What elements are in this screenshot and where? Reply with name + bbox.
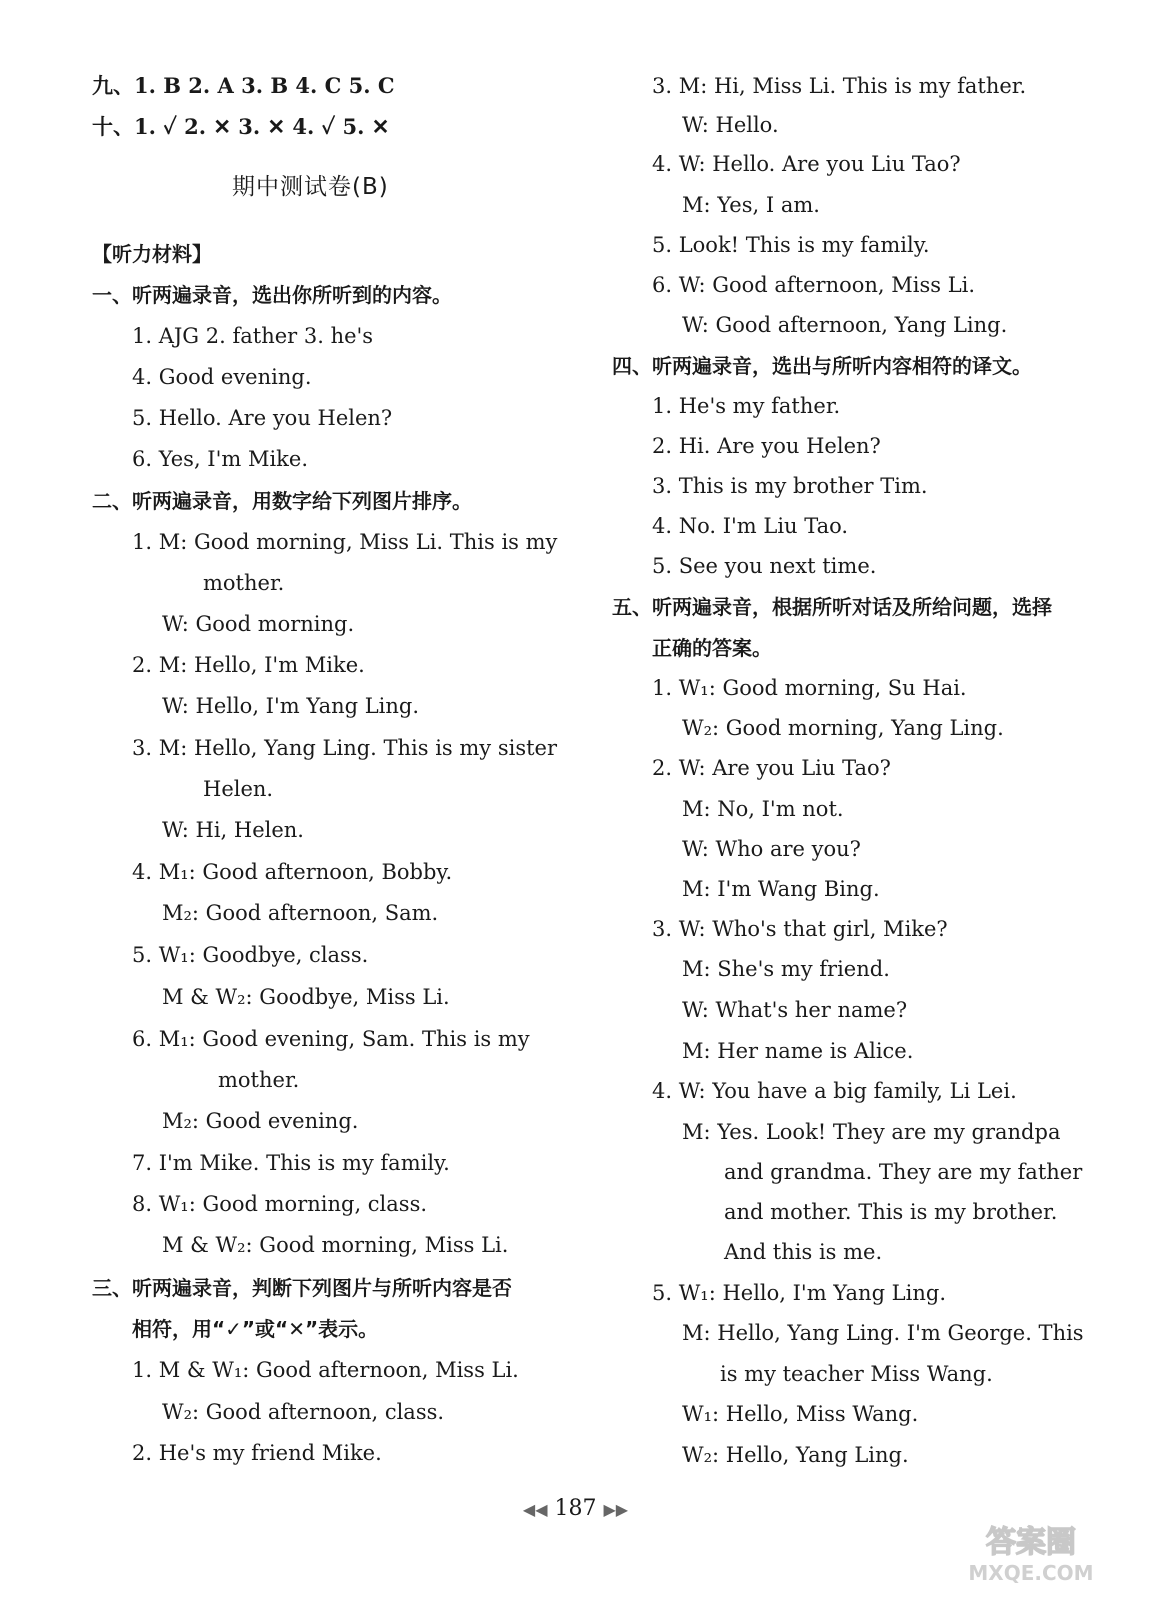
text-line: 1. W₁: Good morning, Su Hai. xyxy=(652,676,967,700)
text-line: 1. M: Good morning, Miss Li. This is my xyxy=(132,530,558,554)
section-heading: 三、听两遍录音，判断下列图片与所听内容是否 xyxy=(92,1276,512,1300)
text-line: and mother. This is my brother. xyxy=(724,1200,1058,1224)
text-line: 3. M: Hi, Miss Li. This is my father. xyxy=(652,74,1027,98)
text-line: M: Yes. Look! They are my grandpa xyxy=(682,1120,1061,1144)
text-line: 5. W₁: Goodbye, class. xyxy=(132,943,369,967)
text-line: 5. See you next time. xyxy=(652,554,877,578)
text-line: M: Her name is Alice. xyxy=(682,1039,914,1063)
text-line: 1. He's my father. xyxy=(652,394,841,418)
text-line: M₂: Good evening. xyxy=(162,1109,359,1133)
text-line: 7. I'm Mike. This is my family. xyxy=(132,1151,450,1175)
text-line: and grandma. They are my father xyxy=(724,1160,1083,1184)
text-line: W: Hello. xyxy=(682,113,779,137)
watermark-url: MXQE.COM xyxy=(968,1561,1094,1585)
text-line: 4. Good evening. xyxy=(132,365,312,389)
text-line: 8. W₁: Good morning, class. xyxy=(132,1192,428,1216)
text-line: 4. W: Hello. Are you Liu Tao? xyxy=(652,152,961,176)
text-line: And this is me. xyxy=(724,1240,883,1264)
text-line: 九、1. B 2. A 3. B 4. C 5. C xyxy=(92,73,395,98)
text-line: M & W₂: Good morning, Miss Li. xyxy=(162,1233,509,1257)
section-heading: 一、听两遍录音，选出你所听到的内容。 xyxy=(92,283,452,307)
section-heading: 四、听两遍录音，选出与所听内容相符的译文。 xyxy=(612,354,1032,378)
text-line: 6. Yes, I'm Mike. xyxy=(132,447,309,471)
text-line: W₂: Good morning, Yang Ling. xyxy=(682,716,1004,740)
text-line: W₂: Hello, Yang Ling. xyxy=(682,1443,909,1467)
text-line: 6. M₁: Good evening, Sam. This is my xyxy=(132,1027,530,1051)
text-line: 5. W₁: Hello, I'm Yang Ling. xyxy=(652,1281,946,1305)
text-line: W: What's her name? xyxy=(682,998,908,1022)
text-line: Helen. xyxy=(203,777,274,801)
text-line: W₁: Hello, Miss Wang. xyxy=(682,1402,919,1426)
text-line: 3. W: Who's that girl, Mike? xyxy=(652,917,948,941)
text-line: 4. W: You have a big family, Li Lei. xyxy=(652,1079,1017,1103)
section-heading: 正确的答案。 xyxy=(652,636,772,660)
text-line: 3. M: Hello, Yang Ling. This is my sister xyxy=(132,736,558,760)
text-line: M: Hello, Yang Ling. I'm George. This xyxy=(682,1321,1084,1345)
text-line: mother. xyxy=(203,571,285,595)
text-line: 十、1. ✓ 2. ✕ 3. ✕ 4. ✓ 5. ✕ xyxy=(92,114,390,139)
text-line: M & W₂: Goodbye, Miss Li. xyxy=(162,985,450,1009)
section-heading: 相符，用“✓”或“✕”表示。 xyxy=(132,1317,379,1341)
text-line: 1. AJG 2. father 3. he's xyxy=(132,324,374,348)
text-line: M: No, I'm not. xyxy=(682,797,844,821)
text-line: W: Good afternoon, Yang Ling. xyxy=(682,313,1008,337)
text-line: M: Yes, I am. xyxy=(682,193,820,217)
text-line: W: Hello, I'm Yang Ling. xyxy=(162,694,420,718)
page-title: 期中测试卷(B) xyxy=(232,174,389,200)
next-page-icon[interactable]: ▶▶ xyxy=(603,1500,629,1519)
watermark-logo xyxy=(951,1518,1111,1588)
text-line: M: I'm Wang Bing. xyxy=(682,877,880,901)
text-line: 4. M₁: Good afternoon, Bobby. xyxy=(132,860,453,884)
prev-page-icon[interactable]: ◀◀ xyxy=(522,1500,548,1519)
text-line: W: Good morning. xyxy=(162,612,355,636)
page-number: 187 xyxy=(554,1496,597,1521)
text-line: 4. No. I'm Liu Tao. xyxy=(652,514,849,538)
text-line: M: She's my friend. xyxy=(682,957,890,981)
text-line: 5. Hello. Are you Helen? xyxy=(132,406,393,430)
text-line: 1. M & W₁: Good afternoon, Miss Li. xyxy=(132,1358,519,1382)
watermark-text: 答案圈 xyxy=(986,1525,1076,1560)
text-line: is my teacher Miss Wang. xyxy=(720,1362,993,1386)
text-line: 2. He's my friend Mike. xyxy=(132,1441,382,1465)
text-line: 2. W: Are you Liu Tao? xyxy=(652,756,891,780)
text-line: 2. M: Hello, I'm Mike. xyxy=(132,653,365,677)
text-line: W: Who are you? xyxy=(682,837,861,861)
text-line: 2. Hi. Are you Helen? xyxy=(652,434,881,458)
text-line: 3. This is my brother Tim. xyxy=(652,474,928,498)
text-line: mother. xyxy=(218,1068,300,1092)
section-heading: 【听力材料】 xyxy=(92,242,212,266)
text-line: W₂: Good afternoon, class. xyxy=(162,1400,445,1424)
text-line: M₂: Good afternoon, Sam. xyxy=(162,901,439,925)
section-heading: 五、听两遍录音，根据所听对话及所给问题，选择 xyxy=(612,595,1052,619)
text-line: W: Hi, Helen. xyxy=(162,818,304,842)
text-line: 6. W: Good afternoon, Miss Li. xyxy=(652,273,976,297)
section-heading: 二、听两遍录音，用数字给下列图片排序。 xyxy=(92,489,472,513)
text-line: 5. Look! This is my family. xyxy=(652,233,930,257)
